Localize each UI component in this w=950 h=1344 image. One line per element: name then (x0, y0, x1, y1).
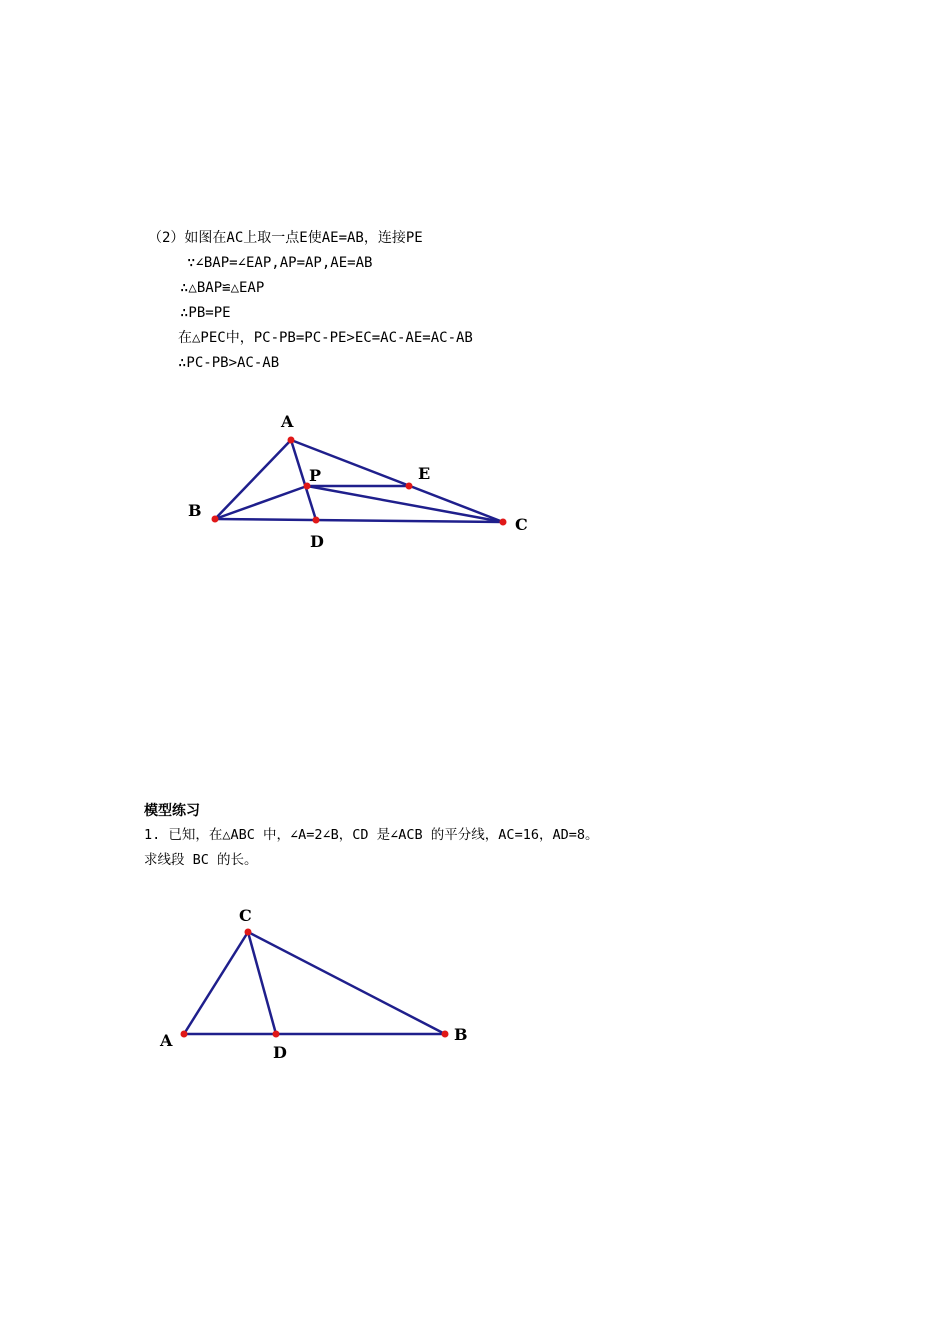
label-C: C (515, 515, 528, 534)
proof-line-1: （2）如图在AC上取一点E使AE=AB，连接PE (148, 230, 423, 246)
point-A (181, 1031, 188, 1038)
segment-AC (184, 932, 248, 1034)
segment-CB (248, 932, 445, 1034)
point-D (273, 1031, 280, 1038)
label-A: A (281, 412, 294, 431)
practice-heading: 模型练习 (144, 803, 200, 819)
problem-text-line-2: 求线段 BC 的长。 (144, 852, 258, 868)
label-C: C (239, 906, 252, 925)
label-D: D (310, 532, 324, 551)
label-B: B (188, 501, 202, 520)
proof-line-4: ∴PB=PE (180, 305, 231, 321)
label-A: A (160, 1031, 173, 1050)
label-P: P (309, 466, 322, 485)
label-B: B (454, 1025, 468, 1044)
proof-line-6: ∴PC-PB>AC-AB (178, 355, 280, 371)
problem-text-line-1: 1. 已知，在△ABC 中，∠A=2∠B，CD 是∠ACB 的平分线，AC=16，AD=8。 (144, 827, 599, 843)
point-B (442, 1031, 449, 1038)
proof-line-5: 在△PEC中，PC-PB=PC-PE>EC=AC-AE=AC-AB (178, 330, 473, 346)
label-D: D (273, 1043, 287, 1062)
point-C (245, 929, 252, 936)
label-E: E (418, 464, 431, 483)
proof-line-3: ∴△BAP≌△EAP (180, 280, 265, 296)
proof-line-2: ∵∠BAP=∠EAP,AP=AP,AE=AB (187, 255, 373, 271)
segment-CD (248, 932, 276, 1034)
